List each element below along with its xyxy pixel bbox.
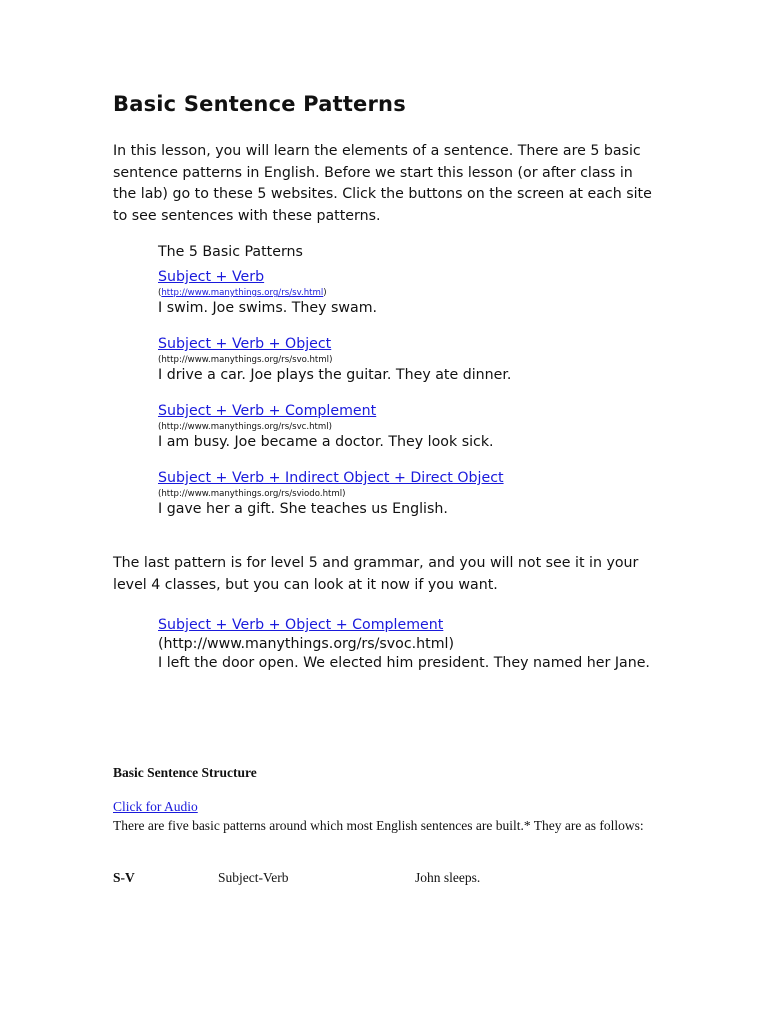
pattern-link-svo[interactable]: Subject + Verb + Object (158, 336, 332, 352)
structure-code: S-V (113, 870, 135, 885)
patterns-list (158, 243, 718, 534)
pattern-item (158, 400, 718, 452)
pattern-url: (http://www.manythings.org/rs/svc.html) (158, 422, 333, 432)
pattern-link-sv[interactable]: Subject + Verb (158, 269, 265, 285)
last-pattern (158, 614, 718, 673)
pattern-item (158, 333, 718, 385)
pattern-examples: I gave her a gift. She teaches us English. (158, 501, 448, 517)
five-patterns-text: There are five basic patterns around which most English sentences are built.* They are as follows: (113, 818, 644, 833)
pattern-url: (http://www.manythings.org/rs/sviodo.html) (158, 489, 346, 499)
pattern-item (158, 266, 718, 318)
pattern-url: (http://www.manythings.org/rs/svoc.html) (158, 636, 454, 652)
pattern-examples: I drive a car. Joe plays the guitar. They ate dinner. (158, 367, 512, 383)
pattern-link-svc[interactable]: Subject + Verb + Complement (158, 403, 377, 419)
patterns-heading: The 5 Basic Patterns (158, 244, 303, 260)
page-title: Basic Sentence Patterns (113, 92, 406, 116)
pattern-url: (http://www.manythings.org/rs/sv.html) (158, 288, 327, 298)
pattern-examples: I left the door open. We elected him president. They named her Jane. (158, 655, 650, 671)
pattern-url: (http://www.manythings.org/rs/svo.html) (158, 355, 333, 365)
pattern-url-link-sv[interactable]: http://www.manythings.org/rs/sv.html (161, 288, 324, 298)
structure-example: John sleeps. (415, 870, 481, 885)
pattern-link-sviodo[interactable]: Subject + Verb + Indirect Object + Direct Object (158, 470, 504, 486)
pattern-examples: I swim. Joe swims. They swam. (158, 300, 378, 316)
level-note: The last pattern is for level 5 and grammar, and you will not see it in your level 4 classes, but you can look at it now if you want. (113, 555, 639, 593)
pattern-link-svoc[interactable]: Subject + Verb + Object + Complement (158, 617, 444, 633)
structure-title: Basic Sentence Structure (113, 765, 257, 780)
audio-link[interactable]: Click for Audio (113, 799, 198, 814)
intro-paragraph: In this lesson, you will learn the elements of a sentence. There are 5 basic sentence patterns in English. Before we start this lesson (or after class in the lab) go to these 5 websites. Click the buttons on the screen at each site to see sentences with these patterns. (113, 143, 652, 224)
structure-name: Subject-Verb (218, 870, 289, 885)
pattern-examples: I am busy. Joe became a doctor. They look sick. (158, 434, 494, 450)
pattern-item (158, 467, 718, 519)
